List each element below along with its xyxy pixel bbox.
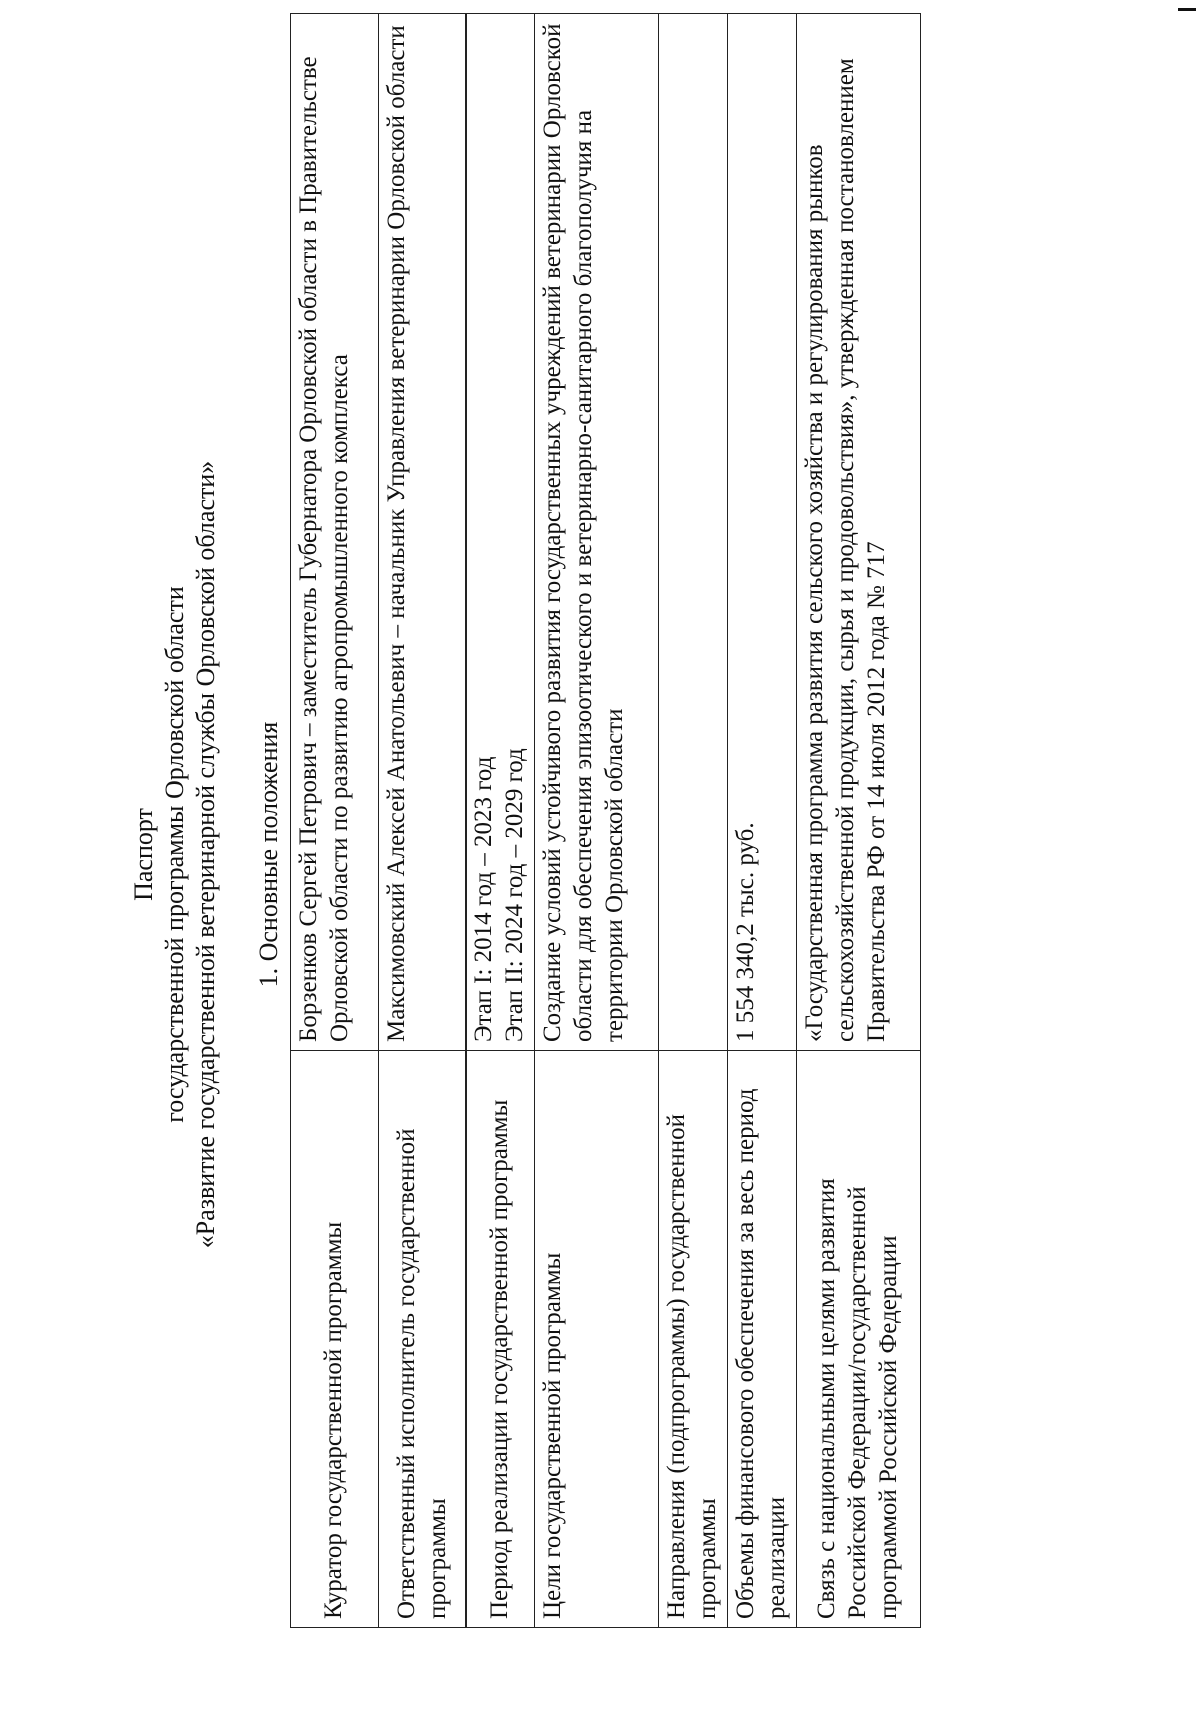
row-value-national-goals: «Государственная программа развития сельского хозяйства и регулирования рынков сельскохозяйственной продукции, сырья и продовольствия», утвержденная постановлением Правительства РФ от 14 июля 2012 года № 717 xyxy=(797,14,921,1051)
table-row xyxy=(535,14,659,1628)
title-line-2: государственной программы Орловской области xyxy=(160,586,189,1123)
row-label-curator: Куратор государственной программы xyxy=(291,1051,379,1628)
row-label-national-goals: Связь с национальными целями развития Российской Федерации/государственной программой Российской Федерации xyxy=(797,1051,921,1628)
passport-table-main-info xyxy=(290,13,467,1628)
row-value-funding: 1 554 340,2 тыс. руб. xyxy=(728,14,797,1051)
period-stage-2: Этап II: 2024 год – 2029 год xyxy=(501,748,528,1042)
table-row xyxy=(797,14,921,1628)
document-title xyxy=(128,0,221,1709)
table-row xyxy=(379,14,467,1628)
passport-table-program-details xyxy=(465,13,921,1628)
row-value-executor: Максимовский Алексей Анатольевич – начальник Управления ветеринарии Орловской области xyxy=(379,14,467,1051)
row-label-funding: Объемы финансового обеспечения за весь период реализации xyxy=(728,1051,797,1628)
row-label-directions: Направления (подпрограммы) государственной программы xyxy=(659,1051,728,1628)
table-row xyxy=(466,14,535,1628)
period-stage-1: Этап I: 2014 год – 2023 год xyxy=(470,756,497,1042)
section-heading: 1. Основные положения xyxy=(254,721,283,988)
table-row xyxy=(728,14,797,1628)
row-value-directions xyxy=(659,14,728,1051)
table-row xyxy=(659,14,728,1628)
row-value-curator: Борзенков Сергей Петрович – заместитель Губернатора Орловской области в Правительстве Орловской области по развитию агропромышленного комплекса xyxy=(291,14,379,1051)
row-label-executor: Ответственный исполнитель государственной программы xyxy=(379,1051,467,1628)
title-line-3: «Развитие государственной ветеринарной службы Орловской области» xyxy=(191,460,220,1249)
row-value-period xyxy=(466,14,535,1051)
row-value-goals: Создание условий устойчивого развития государственных учреждений ветеринарии Орловской области для обеспечения эпизоотического и ветеринарно-санитарного благополучия на территории Орловской области xyxy=(535,14,659,1051)
title-line-1: Паспорт xyxy=(129,808,158,901)
table-row xyxy=(291,14,379,1628)
row-label-goals: Цели государственной программы xyxy=(535,1051,659,1628)
row-label-period: Период реализации государственной программы xyxy=(466,1051,535,1628)
